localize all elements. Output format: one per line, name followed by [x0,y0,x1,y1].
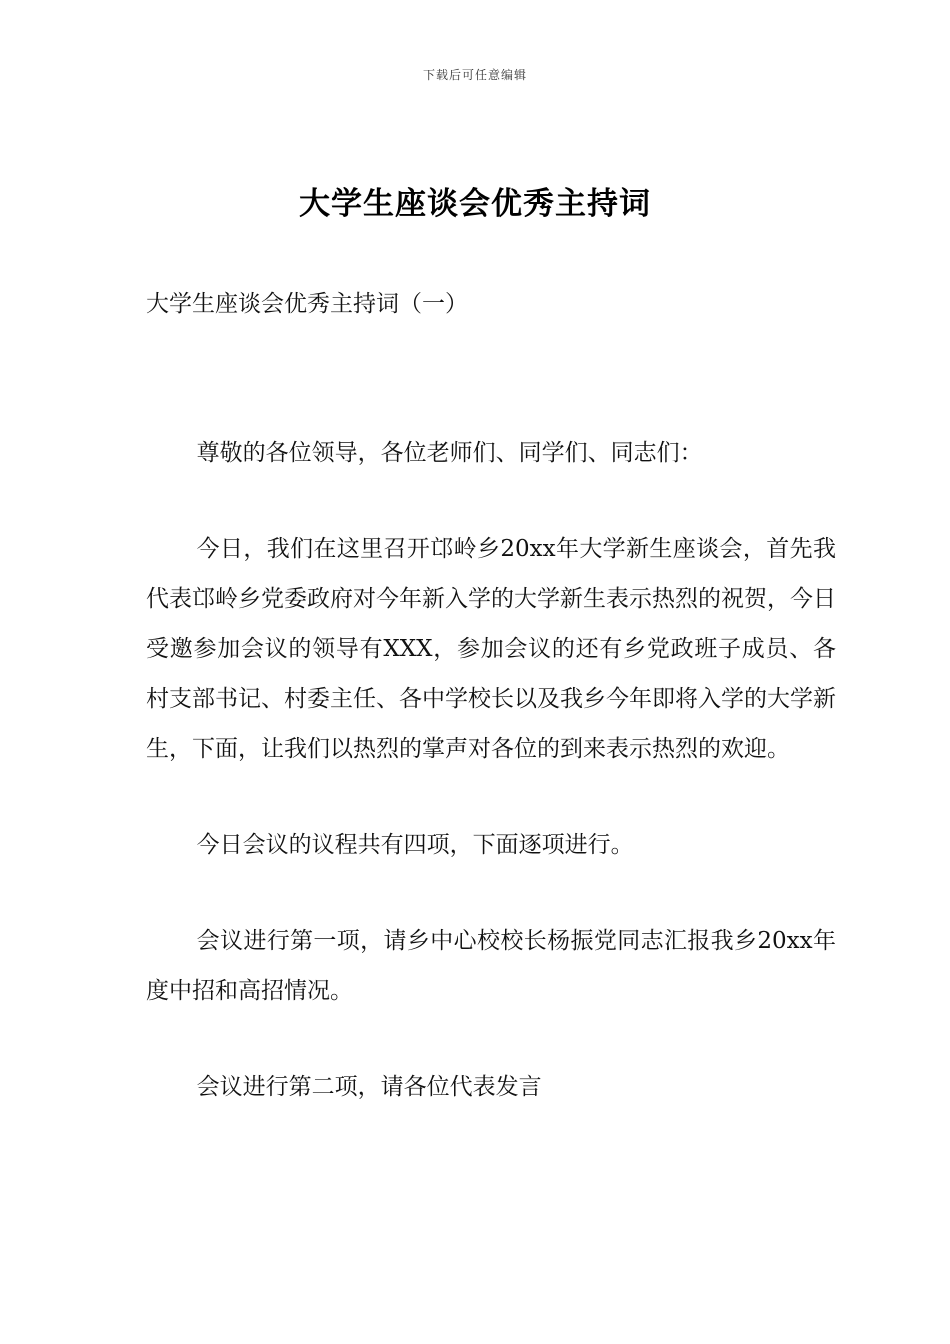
page-header-note: 下载后可任意编辑 [422,68,527,82]
paragraph-opening: 今日，我们在这里召开邙岭乡20xx年大学新生座谈会，首先我代表邙岭乡党委政府对今年新入学的大学新生表示热烈的祝贺，今日受邀参加会议的领导有XXX，参加会议的还有乡党政班子成员、各村支部书记、村委主任、各中学校长以及我乡今年即将入学的大学新生，下面，让我们以热烈的掌声对各位的到来表示热烈的欢迎。 [146,536,836,762]
paragraph-item-one: 会议进行第一项，请乡中心校校长杨振党同志汇报我乡20xx年度中招和高招情况。 [146,928,836,1004]
paragraph-item-two: 会议进行第二项，请各位代表发言 [196,1074,542,1100]
document-subtitle: 大学生座谈会优秀主持词（一） [146,291,468,317]
paragraph-greeting: 尊敬的各位领导，各位老师们、同学们、同志们： [196,440,703,466]
paragraph-agenda: 今日会议的议程共有四项，下面逐项进行。 [196,832,634,858]
document-title: 大学生座谈会优秀主持词 [299,186,651,222]
document-body [146,428,836,1158]
